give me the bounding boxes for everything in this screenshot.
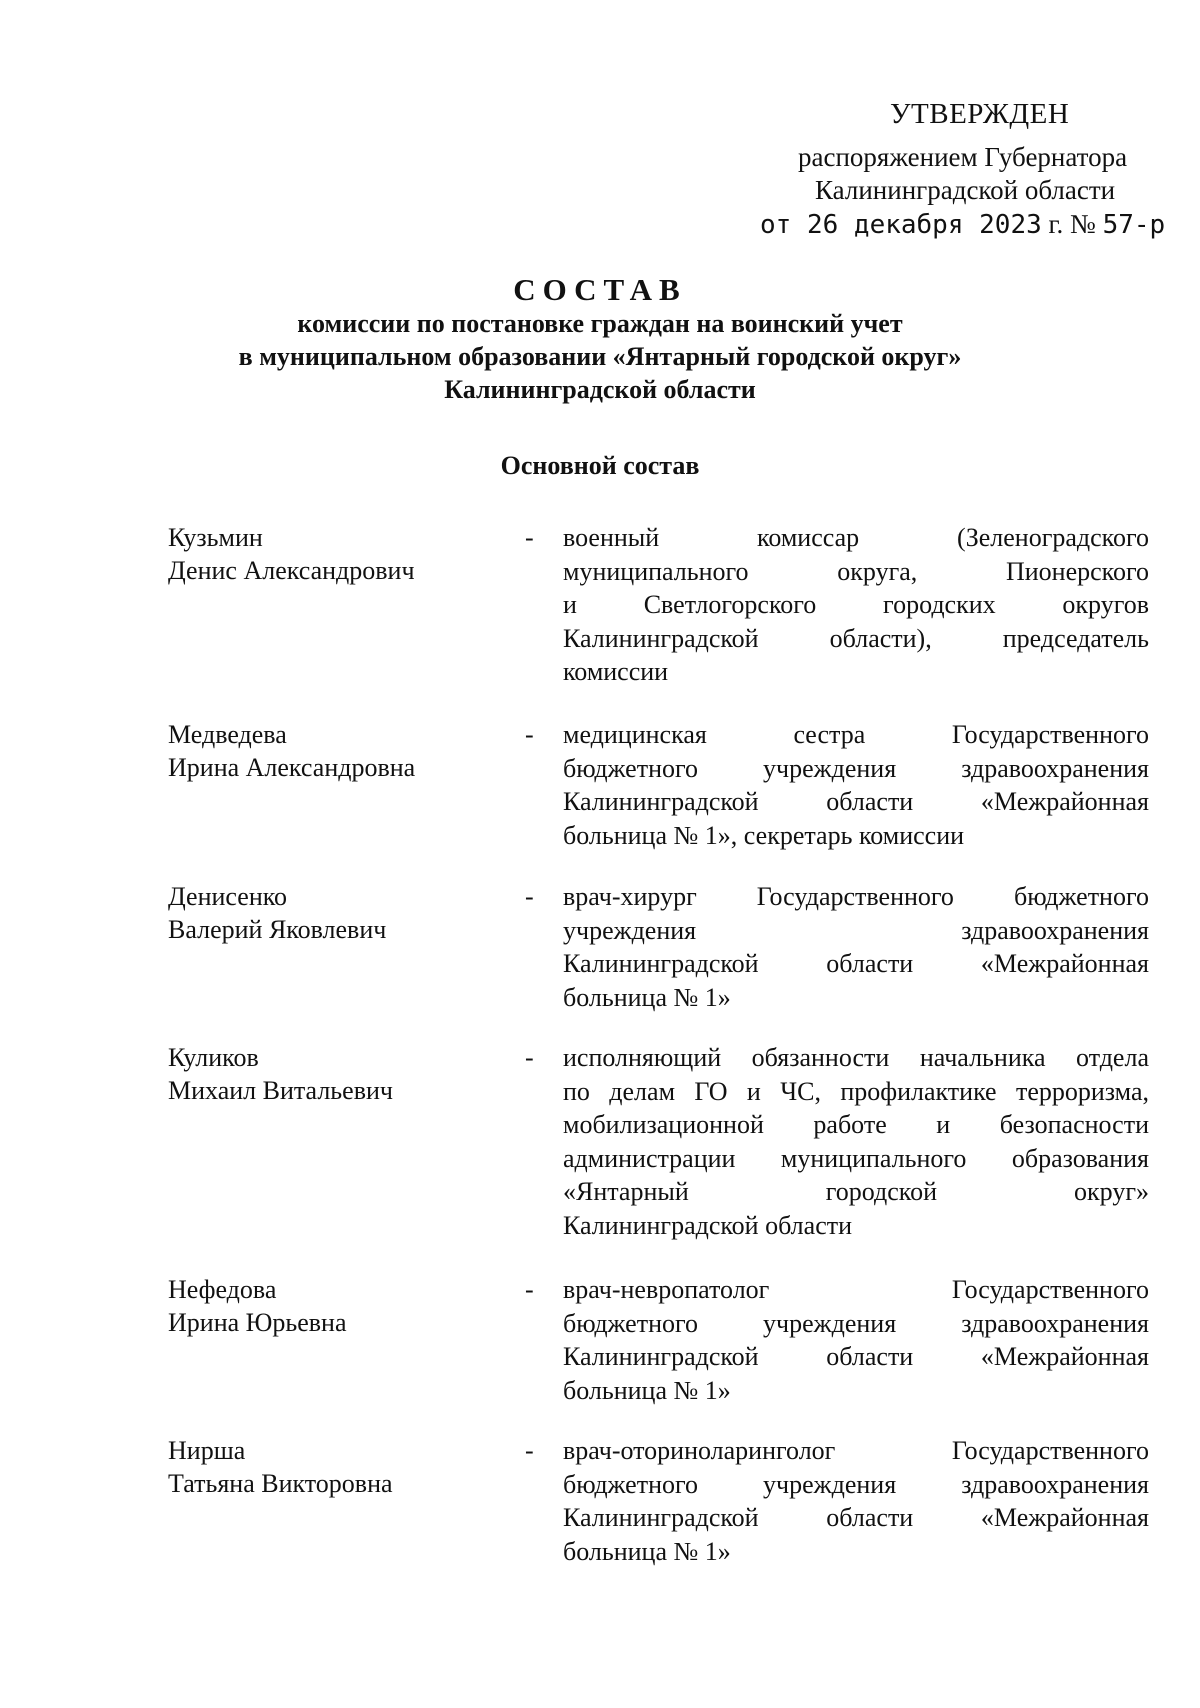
description-line: исполняющий обязанности начальника отдела xyxy=(563,1043,1149,1072)
member-position-description xyxy=(563,521,1149,689)
description-line: «Янтарный городской округ» xyxy=(563,1177,1149,1206)
member-dash: - xyxy=(525,882,534,911)
description-line: Калининградской области xyxy=(563,1210,853,1240)
approval-line-region: Калининградской области xyxy=(815,175,1116,205)
member-dash: - xyxy=(525,1043,534,1072)
approval-date: от 26 декабря 2023 xyxy=(760,210,1042,240)
approved-title: УТВЕРЖДЕН xyxy=(890,98,1070,130)
section-heading: Основной состав xyxy=(500,451,700,480)
member-name xyxy=(168,1434,393,1500)
description-line: больница № 1» xyxy=(563,982,731,1012)
document-subtitle-line-3: Калининградской области xyxy=(444,375,756,404)
member-surname: Кузьмин xyxy=(168,523,263,552)
member-position-description xyxy=(563,1273,1149,1407)
description-line: врач-хирург Государственного бюджетного xyxy=(563,882,1149,911)
description-line: бюджетного учреждения здравоохранения xyxy=(563,1469,1149,1499)
description-line: Калининградской области), председатель xyxy=(563,623,1149,653)
document-title: СОСТАВ xyxy=(513,272,687,307)
description-line: бюджетного учреждения здравоохранения xyxy=(563,1308,1149,1338)
member-surname: Куликов xyxy=(168,1043,259,1072)
member-dash: - xyxy=(525,1275,534,1304)
description-line: мобилизационной работе и безопасности xyxy=(563,1110,1149,1139)
description-line: комиссии xyxy=(563,657,669,686)
member-given-names: Ирина Юрьевна xyxy=(168,1308,347,1337)
member-position-description xyxy=(563,1041,1149,1242)
member-name xyxy=(168,1273,347,1339)
member-surname: Медведева xyxy=(168,720,287,749)
description-line: учреждения здравоохранения xyxy=(563,915,1149,945)
description-line: по делам ГО и ЧС, профилактике терроризма, xyxy=(563,1076,1149,1106)
description-line: и Светлогорского городских округов xyxy=(563,590,1149,619)
document-subtitle-line-2: в муниципальном образовании «Янтарный городской округ» xyxy=(238,342,962,371)
member-dash: - xyxy=(525,523,534,552)
member-name xyxy=(168,521,415,587)
description-line: Калининградской области «Межрайонная xyxy=(563,1342,1149,1371)
member-surname: Нефедова xyxy=(168,1275,277,1304)
approval-line-decree: распоряжением Губернатора xyxy=(798,142,1128,172)
approval-number: 57-р xyxy=(1102,210,1166,240)
description-line: больница № 1» xyxy=(563,1536,731,1566)
description-line: больница № 1» xyxy=(563,1375,731,1405)
approval-date-mid: г. № xyxy=(1041,209,1103,239)
member-name xyxy=(168,1041,393,1107)
document-subtitle-line-1: комиссии по постановке граждан на воинский учет xyxy=(297,309,903,338)
description-line: врач-оториноларинголог Государственного xyxy=(563,1436,1149,1465)
description-line: Калининградской области «Межрайонная xyxy=(563,1503,1149,1532)
member-given-names: Денис Александрович xyxy=(168,556,415,585)
approval-date-number xyxy=(760,209,1165,240)
member-given-names: Ирина Александровна xyxy=(168,753,416,782)
member-name xyxy=(168,880,386,946)
member-surname: Денисенко xyxy=(168,882,288,911)
member-position-description xyxy=(563,1434,1149,1568)
description-line: Калининградской области «Межрайонная xyxy=(563,949,1149,978)
description-line: военный комиссар (Зеленоградского xyxy=(563,523,1149,552)
member-position-description xyxy=(563,718,1149,852)
description-line: администрации муниципального образования xyxy=(563,1143,1149,1173)
member-position-description xyxy=(563,880,1149,1014)
description-line: Калининградской области «Межрайонная xyxy=(563,787,1149,816)
member-dash: - xyxy=(525,720,534,749)
member-given-names: Михаил Витальевич xyxy=(168,1076,393,1105)
member-name xyxy=(168,718,415,784)
description-line: медицинская сестра Государственного xyxy=(563,720,1149,749)
member-given-names: Валерий Яковлевич xyxy=(168,915,387,944)
description-line: бюджетного учреждения здравоохранения xyxy=(563,753,1149,783)
description-line: врач-невропатолог Государственного xyxy=(563,1275,1149,1304)
member-surname: Нирша xyxy=(168,1436,246,1465)
description-line: муниципального округа, Пионерского xyxy=(563,556,1149,586)
member-given-names: Татьяна Викторовна xyxy=(168,1469,393,1498)
member-dash: - xyxy=(525,1436,534,1465)
description-line: больница № 1», секретарь комиссии xyxy=(563,820,965,850)
